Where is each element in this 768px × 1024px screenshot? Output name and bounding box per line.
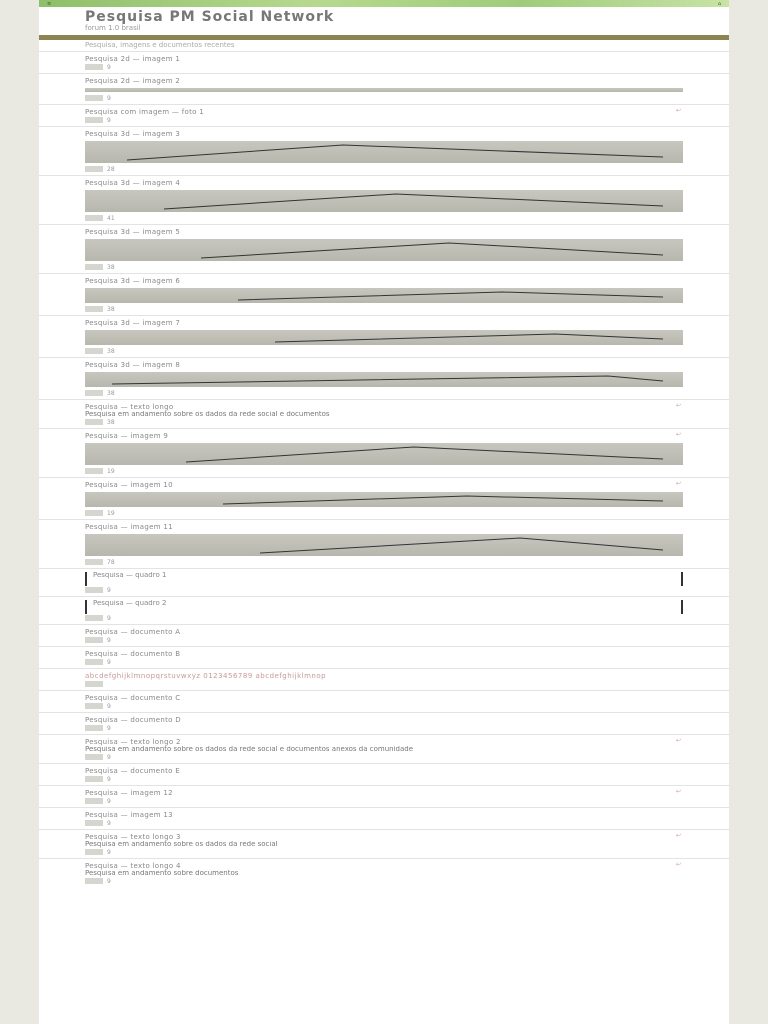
post-item <box>39 477 729 519</box>
avatar[interactable] <box>85 776 103 782</box>
avatar[interactable] <box>85 510 103 516</box>
post-meta <box>85 848 683 856</box>
post-count: 9 <box>107 586 111 594</box>
home-icon[interactable]: ⌂ <box>717 0 721 7</box>
post-image[interactable] <box>85 534 683 556</box>
post-meta <box>85 214 683 222</box>
avatar[interactable] <box>85 798 103 804</box>
post-count: 19 <box>107 509 115 517</box>
post-count: 9 <box>107 94 111 102</box>
avatar[interactable] <box>85 637 103 643</box>
avatar[interactable] <box>85 468 103 474</box>
reply-icon[interactable]: ↩ <box>675 788 681 795</box>
avatar[interactable] <box>85 878 103 884</box>
post-item <box>39 690 729 712</box>
post-count: 9 <box>107 775 111 783</box>
post-meta <box>85 263 683 271</box>
post-image[interactable] <box>85 190 683 212</box>
post-pink-text: abcdefghijklmnopqrstuvwxyz 0123456789 abcdefghijklmnop <box>85 672 327 680</box>
post-item <box>39 785 729 807</box>
post-count: 9 <box>107 116 111 124</box>
post-meta <box>85 680 683 688</box>
post-image[interactable] <box>85 288 683 303</box>
post-title[interactable]: Pesquisa 2d — imagem 2 <box>85 77 181 85</box>
post-title[interactable]: Pesquisa 3d — imagem 7 <box>85 319 181 327</box>
post-meta <box>85 418 683 426</box>
post-count: 38 <box>107 389 115 397</box>
post-title[interactable]: Pesquisa 3d — imagem 3 <box>85 130 181 138</box>
post-meta <box>85 775 683 783</box>
post-meta <box>85 724 683 732</box>
post-item <box>39 734 729 763</box>
post-title[interactable]: Pesquisa — documento E <box>85 767 180 775</box>
post-count: 9 <box>107 877 111 885</box>
forum-page <box>39 0 729 1024</box>
post-item <box>39 668 729 690</box>
avatar[interactable] <box>85 820 103 826</box>
boxed-frame[interactable] <box>85 600 683 614</box>
post-meta <box>85 702 683 710</box>
post-count: 9 <box>107 753 111 761</box>
avatar[interactable] <box>85 215 103 221</box>
post-image[interactable] <box>85 239 683 261</box>
post-meta <box>85 389 683 397</box>
post-meta <box>85 819 683 827</box>
post-meta <box>85 658 683 666</box>
post-item <box>39 829 729 858</box>
image-line <box>164 194 663 209</box>
post-meta <box>85 797 683 805</box>
post-meta <box>85 347 683 355</box>
menu-icon[interactable]: ≡ <box>47 0 52 7</box>
post-title[interactable]: Pesquisa 3d — imagem 6 <box>85 277 181 285</box>
site-title[interactable]: Pesquisa PM Social Network <box>85 10 335 24</box>
post-meta <box>85 753 683 761</box>
post-count: 9 <box>107 819 111 827</box>
avatar[interactable] <box>85 419 103 425</box>
image-lines <box>85 141 683 163</box>
image-line <box>275 334 663 342</box>
post-image[interactable] <box>85 330 683 345</box>
top-bar <box>39 0 729 7</box>
reply-icon[interactable]: ↩ <box>675 107 681 114</box>
post-item <box>39 126 729 175</box>
avatar[interactable] <box>85 117 103 123</box>
boxed-title: Pesquisa — quadro 2 <box>93 600 167 607</box>
post-title[interactable]: Pesquisa — imagem 10 <box>85 481 173 489</box>
boxed-post <box>39 568 729 596</box>
post-count: 9 <box>107 724 111 732</box>
site-subtitle: forum 1.0 brasil <box>85 24 141 32</box>
post-body: Pesquisa em andamento sobre os dados da rede social <box>85 841 278 848</box>
post-title[interactable]: Pesquisa com imagem — foto 1 <box>85 108 205 116</box>
post-count: 38 <box>107 263 115 271</box>
boxed-post <box>39 596 729 624</box>
post-title[interactable]: Pesquisa — documento D <box>85 716 181 724</box>
avatar[interactable] <box>85 390 103 396</box>
post-title[interactable]: Pesquisa 3d — imagem 8 <box>85 361 181 369</box>
post-image[interactable] <box>85 88 683 92</box>
image-lines <box>85 330 683 345</box>
post-title[interactable]: Pesquisa 3d — imagem 5 <box>85 228 181 236</box>
post-count: 9 <box>107 614 111 622</box>
post-body: Pesquisa em andamento sobre os dados da rede social e documentos <box>85 411 330 418</box>
post-title[interactable]: Pesquisa — imagem 12 <box>85 789 173 797</box>
image-lines <box>85 288 683 303</box>
avatar[interactable] <box>85 849 103 855</box>
post-meta <box>85 509 683 517</box>
post-title[interactable]: Pesquisa — texto longo <box>85 403 174 411</box>
reply-icon[interactable]: ↩ <box>675 832 681 839</box>
post-meta <box>85 614 683 622</box>
post-item <box>39 51 729 73</box>
post-item <box>39 224 729 273</box>
post-item <box>39 104 729 126</box>
post-count: 19 <box>107 467 115 475</box>
post-meta <box>85 877 683 885</box>
boxed-title: Pesquisa — quadro 1 <box>93 572 167 579</box>
image-line <box>186 447 663 462</box>
reply-icon[interactable]: ↩ <box>675 480 681 487</box>
forum-line: Pesquisa, imagens e documentos recentes <box>85 41 235 49</box>
post-item <box>39 519 729 568</box>
post-count: 9 <box>107 63 111 71</box>
post-meta <box>85 586 683 594</box>
post-title[interactable]: Pesquisa 3d — imagem 4 <box>85 179 181 187</box>
image-line <box>112 376 663 384</box>
post-title[interactable]: Pesquisa — texto longo 3 <box>85 833 181 841</box>
post-image[interactable] <box>85 372 683 387</box>
reply-icon[interactable]: ↩ <box>675 431 681 438</box>
post-count: 9 <box>107 797 111 805</box>
avatar[interactable] <box>85 681 103 687</box>
post-item <box>39 807 729 829</box>
post-meta <box>85 636 683 644</box>
image-line <box>201 243 663 258</box>
post-meta <box>85 94 683 102</box>
post-item <box>39 712 729 734</box>
post-count: 41 <box>107 214 115 222</box>
avatar[interactable] <box>85 64 103 70</box>
post-item <box>39 858 729 887</box>
post-item <box>39 399 729 428</box>
post-title[interactable]: Pesquisa — texto longo 2 <box>85 738 181 746</box>
post-item <box>39 357 729 399</box>
post-title[interactable]: Pesquisa — texto longo 4 <box>85 862 181 870</box>
avatar[interactable] <box>85 348 103 354</box>
post-title[interactable]: Pesquisa — imagem 9 <box>85 432 169 440</box>
post-item <box>39 273 729 315</box>
post-item <box>39 175 729 224</box>
image-lines <box>85 239 683 261</box>
post-meta <box>85 116 683 124</box>
post-meta <box>85 467 683 475</box>
avatar[interactable] <box>85 264 103 270</box>
avatar[interactable] <box>85 95 103 101</box>
avatar[interactable] <box>85 559 103 565</box>
avatar[interactable] <box>85 703 103 709</box>
post-meta <box>85 558 683 566</box>
post-title[interactable]: Pesquisa — documento A <box>85 628 181 636</box>
site-header <box>39 7 729 35</box>
post-count: 38 <box>107 305 115 313</box>
image-lines <box>85 492 683 507</box>
post-title[interactable]: Pesquisa — documento B <box>85 650 181 658</box>
post-count: 9 <box>107 636 111 644</box>
post-body: Pesquisa em andamento sobre documentos <box>85 870 239 877</box>
image-line <box>223 496 663 504</box>
post-item <box>39 763 729 785</box>
post-count: 78 <box>107 558 115 566</box>
post-title[interactable]: Pesquisa — imagem 13 <box>85 811 173 819</box>
avatar[interactable] <box>85 306 103 312</box>
post-meta <box>85 165 683 173</box>
post-image[interactable] <box>85 492 683 507</box>
post-count: 9 <box>107 658 111 666</box>
reply-icon[interactable]: ↩ <box>675 861 681 868</box>
avatar[interactable] <box>85 659 103 665</box>
image-line <box>238 292 663 300</box>
image-lines <box>85 443 683 465</box>
boxed-frame[interactable] <box>85 572 683 586</box>
post-item <box>39 428 729 477</box>
post-count: 38 <box>107 347 115 355</box>
post-count: 38 <box>107 418 115 426</box>
post-count: 28 <box>107 165 115 173</box>
post-title[interactable]: Pesquisa 2d — imagem 1 <box>85 55 181 63</box>
post-count: 9 <box>107 702 111 710</box>
image-lines <box>85 372 683 387</box>
post-body: Pesquisa em andamento sobre os dados da rede social e documentos anexos da comunidade <box>85 746 414 753</box>
image-line <box>260 538 663 553</box>
image-lines <box>85 190 683 212</box>
avatar[interactable] <box>85 725 103 731</box>
post-item <box>39 624 729 646</box>
post-item <box>39 315 729 357</box>
post-title[interactable]: Pesquisa — documento C <box>85 694 181 702</box>
post-image[interactable] <box>85 443 683 465</box>
avatar[interactable] <box>85 754 103 760</box>
avatar[interactable] <box>85 615 103 621</box>
avatar[interactable] <box>85 166 103 172</box>
post-count: 9 <box>107 848 111 856</box>
post-item <box>39 73 729 104</box>
avatar[interactable] <box>85 587 103 593</box>
post-meta <box>85 63 683 71</box>
post-meta <box>85 305 683 313</box>
post-list <box>39 51 729 887</box>
reply-icon[interactable]: ↩ <box>675 737 681 744</box>
reply-icon[interactable]: ↩ <box>675 402 681 409</box>
image-line <box>127 145 663 160</box>
post-image[interactable] <box>85 141 683 163</box>
image-lines <box>85 534 683 556</box>
post-item <box>39 646 729 668</box>
post-title[interactable]: Pesquisa — imagem 11 <box>85 523 173 531</box>
